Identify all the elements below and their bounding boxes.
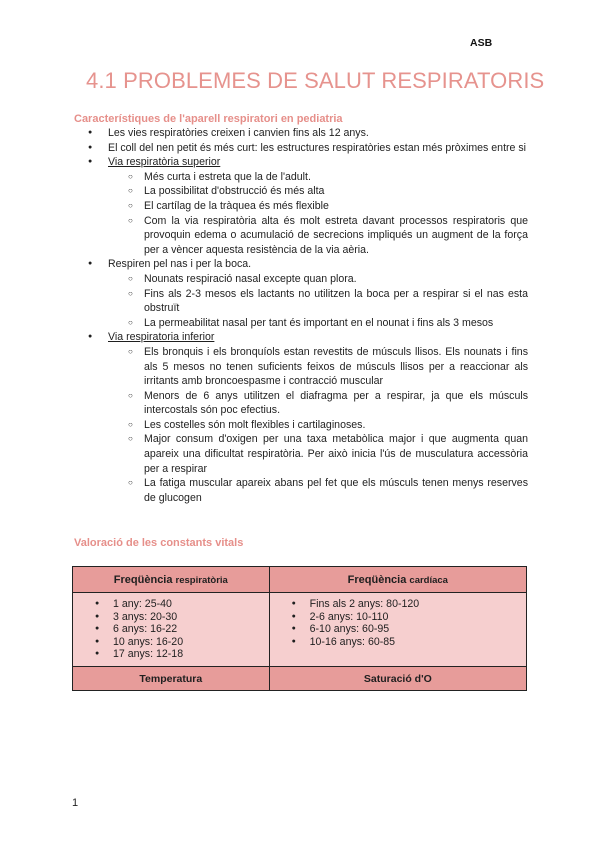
header-tag: ASB	[470, 37, 493, 49]
list-item-nose	[86, 257, 528, 330]
sub-list-item: ○ Més curta i estreta que la de l'adult.	[128, 170, 528, 185]
lower-airway-label: Via respiratoria inferior	[108, 331, 215, 344]
respiratory-rate-header: Freqüència respiratòria	[73, 567, 270, 593]
table-list-item: ● 2-6 anys: 10-110	[292, 611, 526, 624]
sub-list-item: ○ Les costelles són molt flexibles i cartilaginoses.	[128, 418, 528, 433]
section-heading-characteristics: Característiques de l'aparell respiratori en pediatria	[74, 113, 343, 125]
list-item: ● Les vies respiratòries creixen i canvien fins als 12 anys.	[86, 126, 528, 141]
sub-list-item: ○ La fatiga muscular apareix abans pel fet que els músculs tenen menys reserves de glucogen	[128, 476, 528, 505]
list-item: ● El coll del nen petit és més curt: les estructures respiratòries estan més pròximes entre si	[86, 141, 528, 156]
respiratory-rate-cell	[73, 593, 270, 667]
table-list-item: ● 6 anys: 16-22	[95, 623, 269, 636]
sub-list-item: ○ Menors de 6 anys utilitzen el diafragma per a respirar, ja que els músculs intercostals són poc efectius.	[128, 389, 528, 418]
table-list-item: ● 10-16 anys: 60-85	[292, 636, 526, 649]
sub-list-item: ○ Major consum d'oxigen per una taxa metabòlica major i que augmenta quan apareix una dificultat respiratòria. Per això inicia l'ús de musculatura accessòria per a respirar	[128, 432, 528, 476]
page-title: 4.1 PROBLEMES DE SALUT RESPIRATORIS	[86, 68, 545, 93]
heart-rate-header: Freqüència cardíaca	[269, 567, 526, 593]
sub-list-item: ○ Com la via respiratòria alta és molt estreta davant processos respiratoris que provoquin edema o acumulació de secrecions impliqués un augment de la força per a vèncer aquesta resistència de la via aèria.	[128, 214, 528, 258]
table-list-item: ● 10 anys: 16-20	[95, 636, 269, 649]
list-item-upper-airway	[86, 155, 528, 257]
upper-airway-label: Via respiratòria superior	[108, 156, 221, 169]
temperature-header: Temperatura	[73, 667, 270, 691]
sub-list-item: ○ El cartílag de la tràquea és més flexible	[128, 199, 528, 214]
sub-list-item: ○ La permeabilitat nasal per tant és important en el nounat i fins als 3 mesos	[128, 316, 528, 331]
sub-list-item: ○ La possibilitat d'obstrucció és més alta	[128, 184, 528, 199]
characteristics-list	[86, 126, 528, 505]
vitals-table	[72, 566, 527, 691]
table-list-item: ● 1 any: 25-40	[95, 598, 269, 611]
table-list-item: ● 3 anys: 20-30	[95, 611, 269, 624]
sub-list-item: ○ Els bronquis i els bronquíols estan revestits de músculs llisos. Els nounats i fins als 5 mesos no tenen suficients feixos de músculs llisos per a reaccionar als irritants amb broncoespasme i contracció muscular	[128, 345, 528, 389]
heart-rate-cell	[269, 593, 526, 667]
sub-list-item: ○ Nounats respiració nasal excepte quan plora.	[128, 272, 528, 287]
page-number: 1	[72, 797, 79, 809]
oxygen-saturation-header: Saturació d'O	[269, 667, 526, 691]
table-list-item: ● 6-10 anys: 60-95	[292, 623, 526, 636]
nose-label: Respiren pel nas i per la boca.	[108, 258, 252, 271]
list-item-lower-airway	[86, 330, 528, 505]
sub-list-item: ○ Fins als 2-3 mesos els lactants no utilitzen la boca per a respirar si el nas esta obstruït	[128, 287, 528, 316]
section-heading-vitals: Valoració de les constants vitals	[74, 537, 244, 549]
table-list-item: ● Fins als 2 anys: 80-120	[292, 598, 526, 611]
table-list-item: ● 17 anys: 12-18	[95, 648, 269, 661]
